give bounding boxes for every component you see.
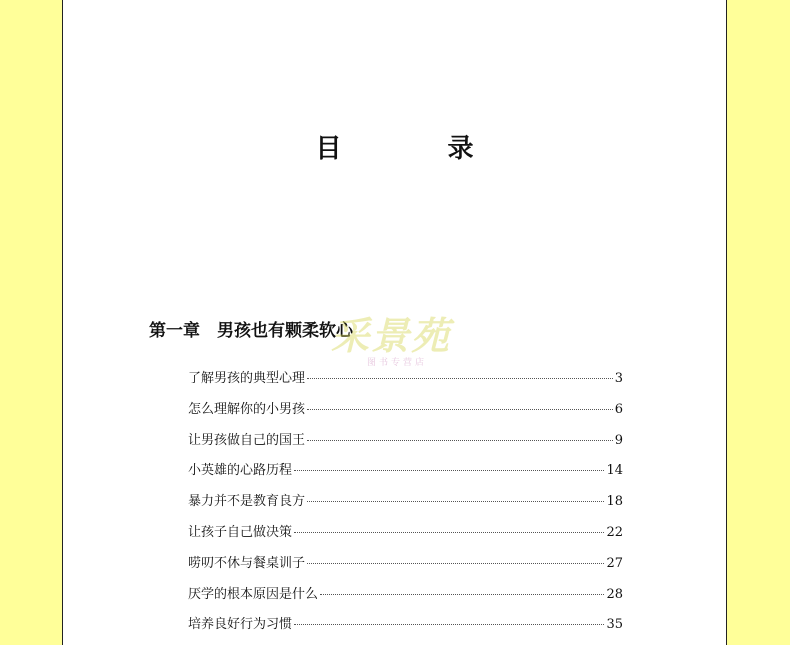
toc-entry: [188, 583, 623, 614]
toc-leader-dots: [294, 470, 604, 471]
toc-page-number: 9: [614, 432, 623, 448]
toc-page-number: 28: [606, 586, 623, 602]
toc-entry-title: 唠叨不休与餐桌训子: [188, 555, 306, 571]
toc-leader-dots: [294, 624, 604, 625]
toc-entry: [188, 521, 623, 552]
toc-entry: [188, 429, 623, 460]
toc-entry-title: 培养良好行为习惯: [188, 617, 293, 633]
toc-entry-title: 了解男孩的典型心理: [188, 371, 306, 386]
watermark-subtext: 图书专营店: [367, 358, 428, 368]
chapter-heading: 第一章 男孩也有颗柔软心: [149, 321, 353, 341]
toc-leader-dots: [307, 563, 604, 564]
toc-page-number: 27: [606, 555, 623, 571]
toc-entry-title: 让孩子自己做决策: [188, 524, 293, 540]
toc-entry: [188, 490, 623, 521]
toc-entry: [188, 613, 623, 644]
document-page: [62, 0, 727, 645]
toc-leader-dots: [307, 409, 613, 410]
toc-leader-dots: [294, 532, 604, 533]
toc-entry-title: 让男孩做自己的国王: [188, 432, 306, 448]
toc-entry-title: 小英雄的心路历程: [188, 463, 293, 479]
toc-entry-title: 怎么理解你的小男孩: [188, 401, 306, 417]
toc-leader-dots: [307, 378, 613, 379]
watermark-logo-text: 采景苑: [331, 313, 452, 358]
toc-leader-dots: [307, 440, 613, 441]
toc-page-number: 6: [614, 401, 623, 417]
toc-page-number: 22: [606, 524, 623, 540]
toc-entry-title: 厌学的根本原因是什么: [188, 586, 319, 602]
toc-page-number: 35: [606, 617, 623, 633]
toc-entry: [188, 552, 623, 583]
toc-entry: [188, 367, 623, 398]
toc-leader-dots: [307, 501, 604, 502]
page-title: 目 录: [315, 134, 514, 164]
toc-page-number: 18: [606, 494, 623, 510]
toc-page-number: 3: [614, 371, 623, 386]
toc-entry: [188, 459, 623, 490]
toc-leader-dots: [320, 594, 604, 595]
toc-entry: [188, 398, 623, 429]
toc-page-number: 14: [606, 463, 623, 479]
toc-entry-title: 暴力并不是教育良方: [188, 494, 306, 510]
table-of-contents: [188, 367, 623, 644]
